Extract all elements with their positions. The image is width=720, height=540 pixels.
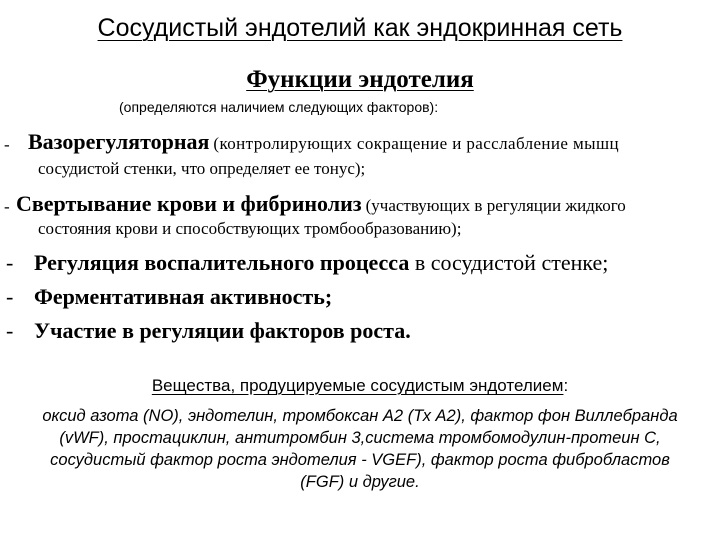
slide-title: Сосудистый эндотелий как эндокринная сеть [97,14,623,42]
substances-line: (vWF), простациклин, антитромбин 3,система тромбомодулин-протеин С, [59,429,661,447]
list-dash: - [6,250,14,275]
function-title: Регуляция воспалительного процесса [34,250,410,275]
function-title: Свертывание крови и фибринолиз [16,191,362,216]
function-title: Вазорегуляторная [28,129,210,154]
function-desc-continued: сосудистой стенки, что определяет ее тонус); [38,159,366,178]
list-dash: - [6,318,14,343]
substances-line: (FGF) и другие. [300,473,420,491]
substances-line: оксид азота (NO), эндотелин, тромбоксан А2 (Тх А2), фактор фон Виллебранда [42,407,678,425]
list-dash: - [4,135,10,154]
substances-list [0,405,720,493]
substances-line: сосудистый фактор роста эндотелия - VGEF), фактор роста фибробластов [50,451,670,469]
functions-heading: Функции эндотелия [246,66,474,93]
substances-heading-text: Вещества, продуцируемые сосудистым эндотелием [151,376,564,395]
substances-heading-colon: : [563,376,569,395]
function-line [28,129,619,155]
function-desc: (участвующих в регуляции жидкого [365,196,626,215]
list-dash: - [6,284,14,309]
list-dash: - [4,197,10,216]
function-desc: (контролирующих сокращение и расслабление мышц [213,134,619,153]
function-desc-continued: состояния крови и способствующих тромбообразованию); [38,219,462,238]
functions-note: (определяются наличием следующих факторов): [119,99,439,115]
function-line [34,250,608,276]
function-desc: в сосудистой стенке; [414,250,609,275]
function-title: Участие в регуляции факторов роста. [34,318,411,343]
function-title: Ферментативная активность; [34,284,333,309]
substances-heading [0,376,720,396]
function-line [16,191,626,217]
